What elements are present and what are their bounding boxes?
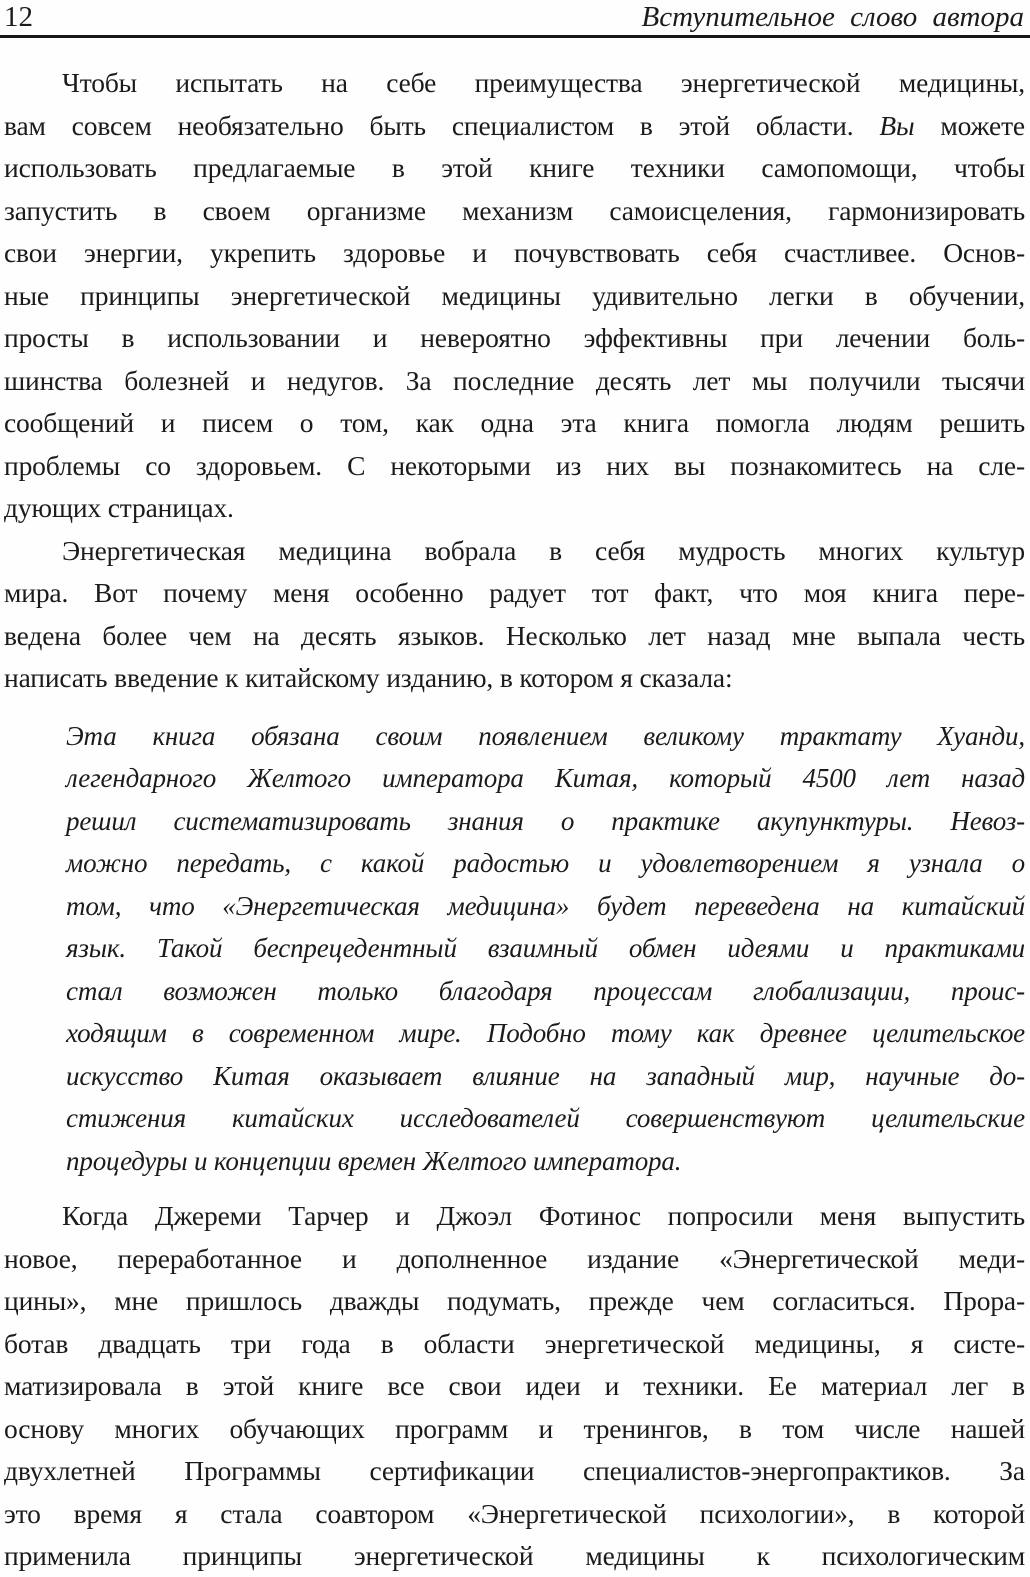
italic-text-segment: Вы — [879, 109, 915, 141]
page-number: 12 — [4, 1, 33, 33]
quote-line: можно передать, с какой радостью и удовлетворением я узнала о — [66, 848, 1025, 878]
text-line: основу многих обучающих программ и тренингов, в том числе нашей — [4, 1412, 1025, 1444]
text-line: Чтобы испытать на себе преимущества энергетической медицины, — [62, 67, 1025, 98]
paragraph-2 — [4, 530, 1025, 700]
text-line: шинства болезней и недугов. За последние десять лет мы получили тысячи — [4, 364, 1025, 396]
quote-line: стал возможен только благодаря процессам глобализации, проис- — [66, 975, 1025, 1006]
quote-line: легендарного Желтого императора Китая, который 4500 лет назад — [66, 763, 1025, 793]
text-line — [4, 105, 1025, 148]
quote-line: Эта книга обязана своим появлением великому трактату Хуанди, — [66, 720, 1025, 751]
quote-line: стижения китайских исследователей совершенствуют целительские — [66, 1103, 1025, 1133]
text-line: ные принципы энергетической медицины удивительно легки в обучении, — [4, 279, 1025, 311]
text-line: Когда Джереми Тарчер и Джоэл Фотинос попросили меня выпустить — [62, 1200, 1025, 1231]
page-body — [0, 38, 1030, 1577]
text-line: Энергетическая медицина вобрала в себя мудрость многих культур — [62, 534, 1025, 566]
text-line: двухлетней Программы сертификации специалистов-энергопрактиков. За — [4, 1455, 1025, 1486]
text-line: проблемы со здоровьем. С некоторыми из них вы познакомитесь на сле- — [4, 449, 1025, 481]
text-segment: можете — [914, 109, 1025, 141]
quote-line: том, что «Энергетическая медицина» будет переведена на китайский — [66, 890, 1025, 921]
quote-line: ходящим в современном мире. Подобно тому как древнее целительское — [66, 1018, 1025, 1048]
text-line: написать введение к китайскому изданию, в котором я сказала: — [4, 662, 733, 693]
text-line: ведена более чем на десять языков. Несколько лет назад мне выпала честь — [4, 619, 1025, 651]
block-quote — [66, 715, 1025, 1183]
running-title: Вступительное слово автора — [641, 1, 1024, 33]
text-line: дующих страницах. — [4, 492, 234, 523]
text-line: использовать предлагаемые в этой книге техники самопомощи, чтобы — [4, 152, 1025, 183]
text-line: свои энергии, укрепить здоровье и почувствовать себя счастливее. Основ- — [4, 237, 1025, 268]
paragraph-3 — [4, 1195, 1025, 1577]
text-line: применила принципы энергетической медицины к психологическим — [4, 1540, 1025, 1571]
text-line: мира. Вот почему меня особенно радует тот факт, что моя книга пере- — [4, 577, 1025, 608]
quote-line: язык. Такой беспрецедентный взаимный обмен идеями и практиками — [66, 933, 1025, 963]
quote-line: искусство Китая оказывает влияние на западный мир, научные до- — [66, 1060, 1025, 1091]
text-line: новое, переработанное и дополненное издание «Энергетической меди- — [4, 1242, 1025, 1274]
quote-line: процедуры и концепции времен Желтого императора. — [66, 1145, 682, 1176]
text-line: просты в использовании и невероятно эффективны при лечении боль- — [4, 322, 1025, 353]
text-line: запустить в своем организме механизм самоисцеления, гармонизировать — [4, 194, 1025, 226]
quote-line: решил систематизировать знания о практике акупунктуры. Невоз- — [66, 805, 1025, 836]
text-line: сообщений и писем о том, как одна эта книга помогла людям решить — [4, 407, 1025, 438]
text-line: цины», мне пришлось дважды подумать, прежде чем согласиться. Прора- — [4, 1285, 1025, 1316]
page-header — [0, 0, 1030, 33]
paragraph-1 — [4, 62, 1025, 530]
text-line: это время я стала соавтором «Энергетической психологии», в которой — [4, 1497, 1025, 1529]
text-line: ботав двадцать три года в области энергетической медицины, я систе- — [4, 1327, 1025, 1359]
text-line: матизировала в этой книге все свои идеи и техники. Ее материал лег в — [4, 1370, 1025, 1401]
text-segment: вам совсем необязательно быть специалистом в этой области. — [4, 109, 880, 141]
